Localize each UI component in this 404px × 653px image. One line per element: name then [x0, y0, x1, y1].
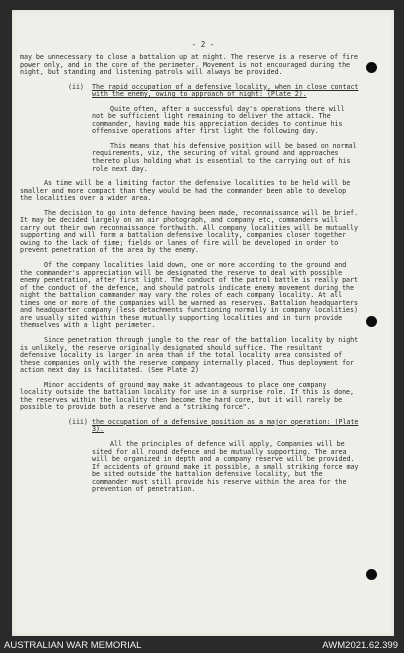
- archive-footer: [0, 638, 404, 653]
- record-id: AWM2021.62.399: [322, 640, 398, 651]
- indented-block: [20, 143, 360, 173]
- indented-block: [20, 441, 360, 494]
- document-body: [20, 54, 360, 501]
- paragraph: All the principles of defence will apply, Companies will be sited for all round defence and be mutually supporting. The area will be organized in depth and a company reserve will be provided. If accidents of ground make it possible, a small striking force may be sited outside the battalion defensive locality, but the commander must still provide his reserve within the area for the prevention of penetration.: [92, 439, 359, 494]
- section-title: The rapid occupation of a defensive locality, when in close contact with the enemy, owing to approach of night: (Plate 2).: [92, 82, 359, 99]
- paragraph: Since penetration through jungle to the rear of the battalion locality by night is unlikely, the reserve originally designated should suffice. The resultant defensive locality is larger in area than if the total locality area consisted of these companies only with the reserve company internally placed. Thus deployment for action next day is facilitated. (See Plate 2): [20, 335, 359, 375]
- paragraph: As time will be a limiting factor the defensive localities to be held will be smaller and more compact than they would be had the commander been able to develop the localities over a wider area.: [20, 179, 351, 203]
- punch-hole: [366, 569, 377, 580]
- section-number: (ii): [68, 82, 84, 91]
- institution-name: AUSTRALIAN WAR MEMORIAL: [4, 640, 142, 651]
- section-title: the occupation of a defensive position as a major operation: (Plate 3).: [92, 417, 359, 434]
- document-page: [12, 10, 394, 636]
- page-number: - 2 -: [191, 40, 215, 49]
- section-heading: [20, 84, 360, 99]
- paragraph: Quite often, after a successful day's operations there will not be sufficient light remaining to deliver the attack. The commander, having made his appreciation decides to continue his offensive operations after first light the following day.: [92, 104, 345, 136]
- paragraph: Minor accidents of ground may make it advantageous to place one company locality outside the battalion locality for use in a surprise role. If this is done, the reserves within the locality then become the hard core, but it will rarely be possible to provide both a reserve and a "striking force".: [20, 380, 355, 412]
- punch-hole: [366, 62, 377, 73]
- paragraph: Of the company localities laid down, one or more according to the ground and the commander's appreciation will be designated the reserve to deal with possible enemy penetration, after first light. The conduct of the patrol battle is really part of the conduct of the defence, and should patrols indicate enemy movement during the night the battalion commander may vary the roles of each company locality. At all times one or more of the companies will be warned as reserves. Battalion headquarters and headquarter company (less detachments functioning normally in company localities) are usually sited within these mutually supporting localities and in turn provide themselves with a light perimeter.: [20, 261, 358, 330]
- punch-hole: [366, 316, 377, 327]
- paragraph: may be unnecessary to close a battalion up at night. The reserve is a reserve of fire power only, and in the core of the perimeter. Movement is not encouraged during the night, but standing and listening patrols will always be provided.: [20, 53, 358, 77]
- paragraph: The decision to go into defence having been made, reconnaissance will be brief. It may be decided largely on an air photograph, and company etc, commanders will carry out their own reconnaissance forthwith. All company localities will be mutually supporting and will form a battalion defensive locality, companies closer together owing to the lack of time; fields or lanes of fire will be developed in order to prevent penetration of the area by the enemy.: [20, 208, 359, 255]
- indented-block: [20, 106, 360, 136]
- section-number: (iii): [68, 417, 88, 426]
- section-heading: [20, 419, 360, 434]
- paragraph: This means that his defensive position will be based on normal requirements, viz, the securing of vital ground and approaches thereto plus holding what is essential to the carrying out of his role next day.: [92, 141, 357, 173]
